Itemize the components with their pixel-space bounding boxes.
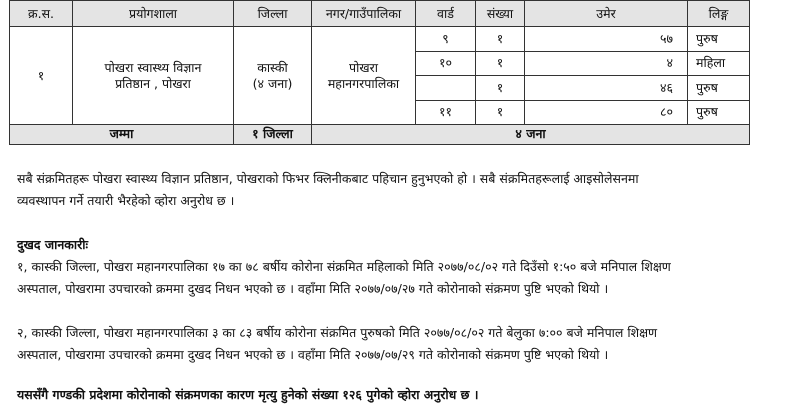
header-municipality: नगर/गाउँपालिका: [312, 1, 416, 27]
header-district: जिल्ला: [234, 1, 312, 27]
municipality-cell: [312, 27, 416, 124]
intro-paragraph: [17, 168, 777, 212]
intro-line-1: सबै संक्रमितहरू पोखरा स्वास्थ्य विज्ञान प्रतिष्ठान, पोखराको फिभर क्लिनीकबाट पहिचान हुनुभएको हो । सबै संक्रमितहरूलाई आइसोलेसनमा: [17, 171, 639, 186]
header-ward: वार्ड: [416, 1, 476, 27]
footer-statement: यससँगै गण्डकी प्रदेशमा कोरोनाको संक्रमणका कारण मृत्यु हुनेको संख्या १२६ पुगेको व्होरा अनुरोध छ ।: [17, 387, 479, 402]
lab-line-2: प्रतिष्ठान , पोखरा: [115, 75, 191, 91]
age-cell: ८०: [525, 100, 688, 124]
header-serial: क्र.स.: [10, 1, 73, 27]
district-cell: [234, 27, 312, 124]
total-people: ४ जना: [312, 124, 750, 144]
total-district: १ जिल्ला: [234, 124, 312, 144]
sad-news-section: [17, 234, 777, 300]
serial-cell: १: [10, 27, 73, 124]
intro-line-2: व्यवस्थापन गर्ने तयारी भैरहेको व्होरा अनुरोध छ ।: [17, 193, 235, 208]
sad-news-item-2-line-2: अस्पताल, पोखरामा उपचारको क्रममा दुखद निधन भएको छ । वहाँमा मिति २०७७/०७/२९ गते कोरोनाको संक्रमण पुष्टि भएको थियो ।: [17, 347, 609, 362]
header-gender: लिङ्ग: [688, 1, 750, 27]
count-cell: १: [476, 51, 525, 75]
table-row: [10, 27, 750, 51]
gender-cell: पुरुष: [688, 27, 750, 51]
age-cell: ४६: [525, 76, 688, 100]
total-row: [10, 124, 750, 144]
sad-news-item-1-line-1: १, कास्की जिल्ला, पोखरा महानगरपालिका १७ का ७८ बर्षीय कोरोना संक्रमित महिलाको मिति २०७७/०८/०२ गते दिउँसो १:५० बजे मनिपाल शिक्षण: [17, 259, 671, 274]
sad-news-item-1-line-2: अस्पताल, पोखरामा उपचारको क्रममा दुखद निधन भएको छ । वहाँमा मिति २०७७/०७/२७ गते कोरोनाको संक्रमण पुष्टि भएको थियो ।: [17, 281, 609, 296]
total-label: जम्मा: [10, 124, 234, 144]
ward-cell: [416, 76, 476, 100]
cases-table: [9, 0, 750, 145]
municipality-line-2: महानगरपालिका: [327, 75, 400, 91]
age-cell: ४: [525, 51, 688, 75]
sad-news-item-2: [17, 322, 777, 366]
table-header-row: [10, 1, 750, 27]
count-cell: १: [476, 76, 525, 100]
lab-line-1: पोखरा स्वास्थ्य विज्ञान: [104, 59, 202, 75]
gender-cell: पुरुष: [688, 100, 750, 124]
district-line-1: कास्की: [257, 59, 288, 75]
sad-news-heading: दुखद जानकारीः: [17, 237, 89, 252]
municipality-line-1: पोखरा: [349, 59, 378, 75]
header-age: उमेर: [525, 1, 688, 27]
count-cell: १: [476, 27, 525, 51]
gender-cell: पुरुष: [688, 76, 750, 100]
header-lab: प्रयोगशाला: [73, 1, 234, 27]
age-cell: ५७: [525, 27, 688, 51]
ward-cell: ९: [416, 27, 476, 51]
ward-cell: १०: [416, 51, 476, 75]
count-cell: १: [476, 100, 525, 124]
ward-cell: ११: [416, 100, 476, 124]
gender-cell: महिला: [688, 51, 750, 75]
lab-cell: [73, 27, 234, 124]
district-line-2: (४ जना): [252, 75, 293, 91]
header-count: संख्या: [476, 1, 525, 27]
sad-news-item-2-line-1: २, कास्की जिल्ला, पोखरा महानगरपालिका ३ का ८३ बर्षीय कोरोना संक्रमित पुरुषको मिति २०७७/०८/०२ गते बेलुका ७:०० बजे मनिपाल शिक्षण: [17, 325, 658, 340]
